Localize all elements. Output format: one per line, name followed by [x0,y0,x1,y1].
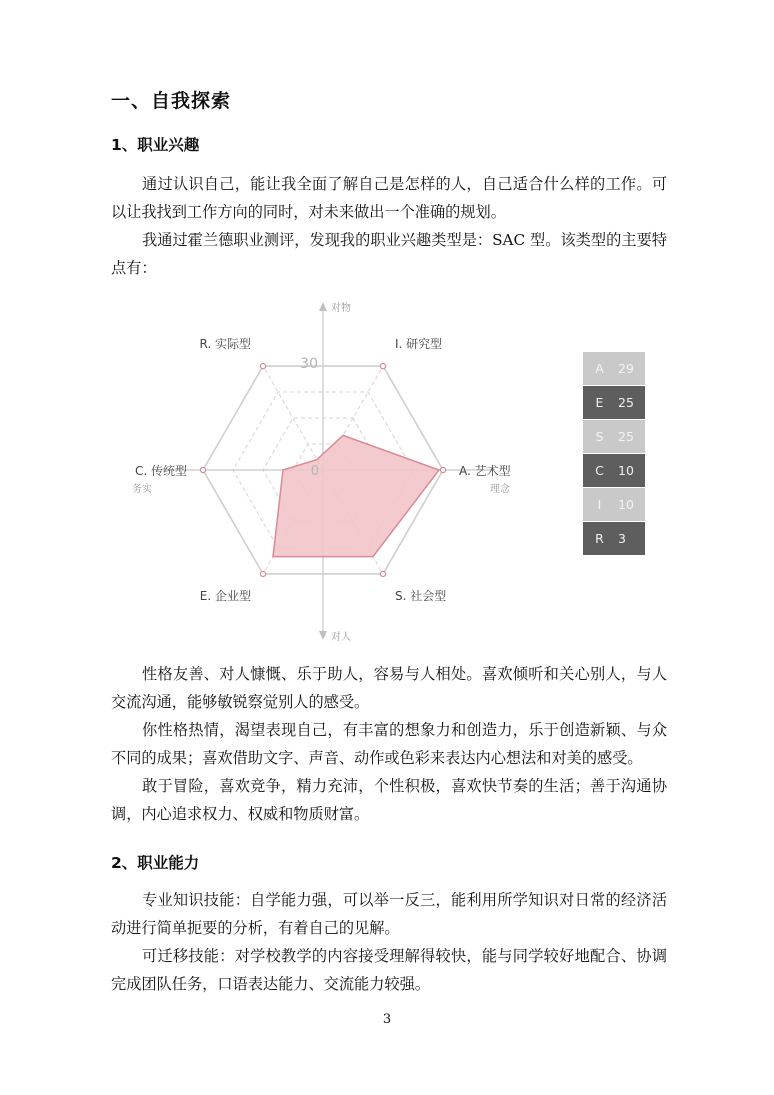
score-value: 29 [618,361,634,376]
radar-axis-label: A. 艺术型 [459,464,511,478]
radar-axis-label: R. 实际型 [199,337,251,352]
radar-vertex [200,467,205,472]
score-row [583,522,645,555]
paragraph: 可迁移技能：对学校教学的内容接受理解得较快，能与同学较好地配合、协调完成团队任务，口语表达能力、交流能力较强。 [111,947,667,993]
score-row [583,352,645,385]
score-key: I [597,497,602,512]
radar-vertex [260,571,265,576]
direction-label-bottom: 对人 [331,632,351,643]
radar-vertex [380,571,385,576]
paragraph: 你性格热情，渴望表现自己，有丰富的想象力和创造力，乐于创造新颖、与众不同的成果；喜欢借助文字、声音、动作或色彩来表达内心想法和对美的感受。 [111,721,667,767]
score-key: C [595,463,604,478]
score-row [583,488,645,521]
arrow-down-icon [319,631,327,640]
scale-min-label: 0 [310,464,319,479]
score-panel [583,352,645,556]
score-row [583,386,645,419]
score-value: 25 [618,429,634,444]
radar-axis-label: S. 社会型 [395,588,447,603]
paragraph: 专业知识技能：自学能力强，可以举一反三，能利用所学知识对日常的经济活动进行简单扼要的分析，有着自己的见解。 [111,891,667,937]
paragraph: 通过认识自己，能让我全面了解自己是怎样的人，自己适合什么样的工作。可以让我找到工作方向的同时，对未来做出一个准确的规划。 [111,175,667,221]
score-value: 10 [618,497,634,512]
score-value: 25 [618,395,634,410]
radar-axis-label: E. 企业型 [199,588,251,603]
scale-max-label: 30 [300,356,318,372]
radar-spoke [263,366,323,470]
score-key: S [595,429,604,444]
holland-radar-chart [110,290,550,650]
radar-vertex [440,467,445,472]
radar-vertex [380,363,385,368]
score-value: 10 [618,463,634,478]
score-row [583,420,645,453]
section-title-ability: 2、职业能力 [111,854,200,872]
page-number: 3 [382,1012,392,1027]
radar-axis-label: C. 传统型 [134,464,187,478]
score-key: R [595,531,604,546]
radar-vertex [260,363,265,368]
chapter-heading: 一、自我探索 [111,90,232,112]
score-row [583,454,645,487]
paragraph: 我通过霍兰德职业测评，发现我的职业兴趣类型是：SAC 型。该类型的主要特点有： [111,231,667,277]
section-title-interest: 1、职业兴趣 [111,136,200,154]
score-key: A [595,361,604,376]
direction-label-top: 对物 [331,303,351,314]
paragraph: 性格友善、对人慷慨、乐于助人，容易与人相处。喜欢倾听和关心别人，与人交流沟通，能够敏锐察觉别人的感受。 [111,665,667,711]
direction-label-right: 理念 [490,484,510,495]
score-key: E [595,395,604,410]
arrow-up-icon [319,302,327,311]
radar-data-area [273,435,439,556]
score-value: 3 [618,531,626,546]
direction-label-left: 务实 [132,484,152,495]
paragraph: 敢于冒险，喜欢竞争，精力充沛，个性积极，喜欢快节奏的生活；善于沟通协调，内心追求权力、权威和物质财富。 [111,777,667,823]
radar-axis-label: I. 研究型 [395,337,443,352]
